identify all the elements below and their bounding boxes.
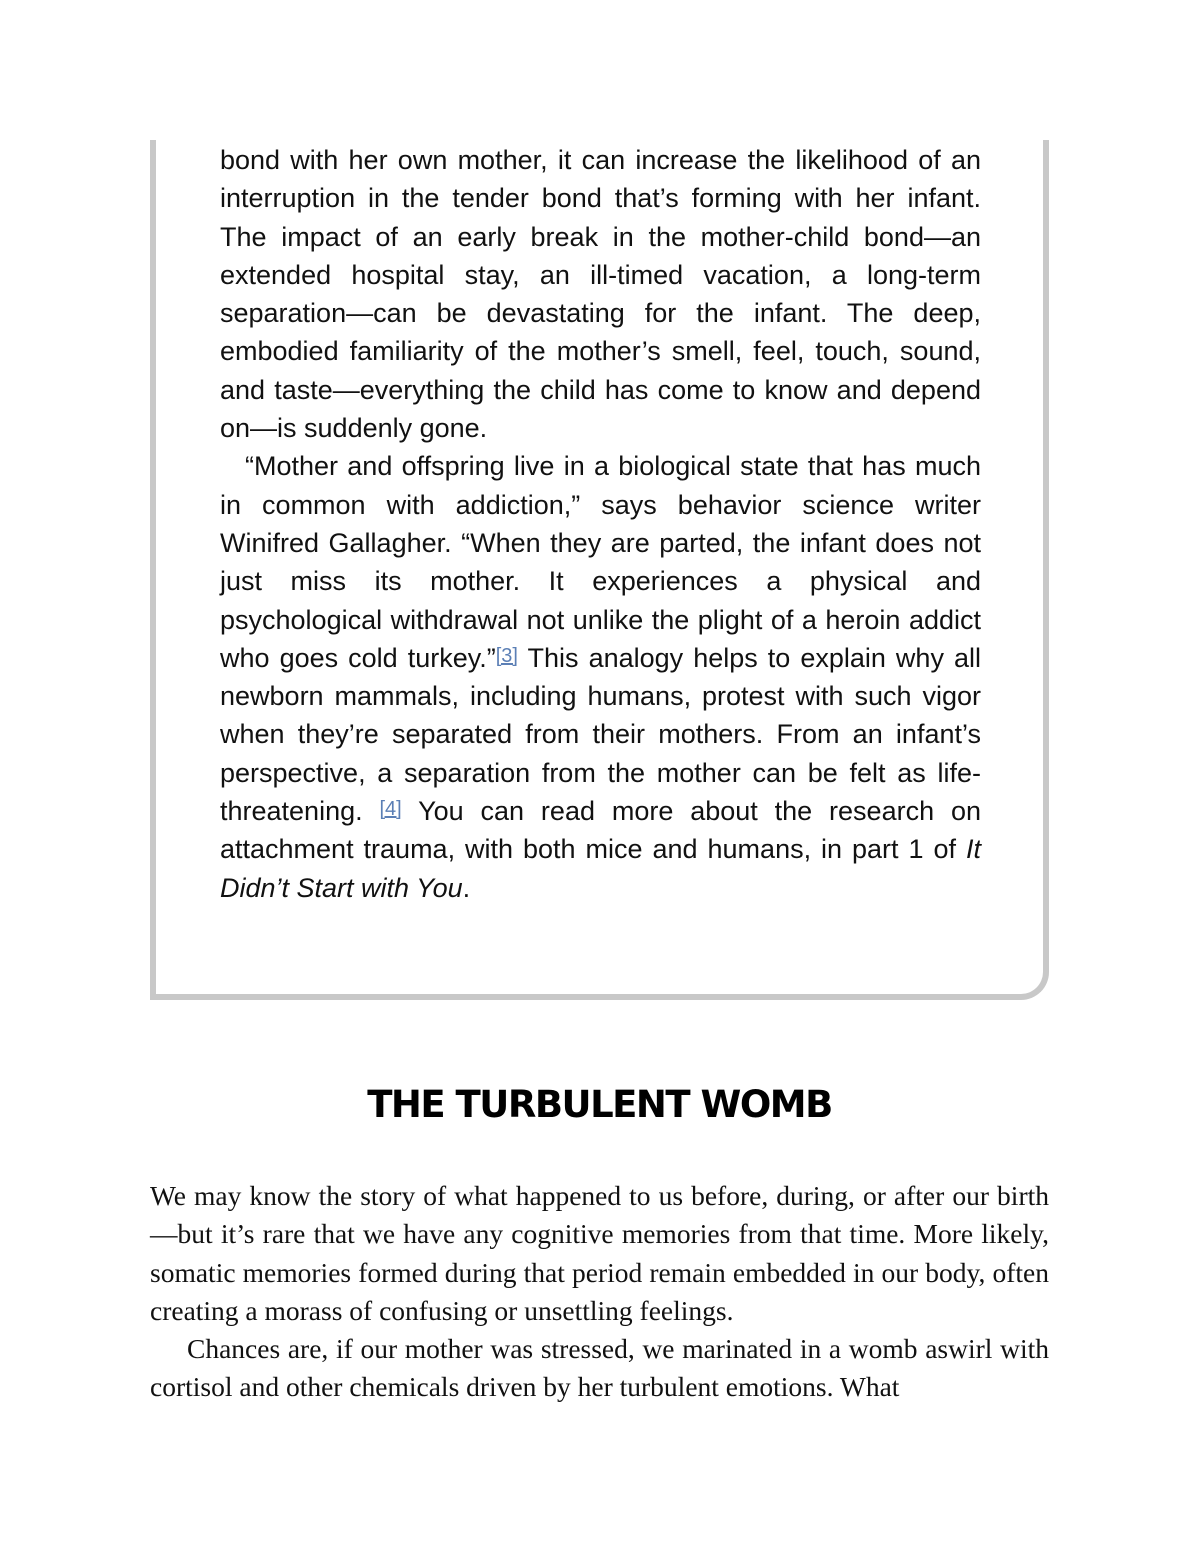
sidebar-text-block — [220, 141, 981, 907]
reference-text: You can read more about the research on attachment trauma, with both mice and humans, in part 1 of — [220, 796, 981, 865]
sentence-end: . — [462, 872, 471, 903]
quote-text: “Mother and offspring live in a biological state that has much in common with addiction,” says behavior science writer Winifred Gallagher. “When they are parted, the infant does not just miss its mother. It experiences a physical and psychological withdrawal not unlike the plight of a heroin addict who goes cold turkey.” — [220, 451, 981, 673]
body-text-block — [150, 1177, 1049, 1407]
footnote-link-3[interactable]: [3] — [495, 644, 518, 667]
footnote-link-4[interactable]: [4] — [379, 798, 402, 821]
section-heading: THE TURBULENT WOMB — [367, 1083, 832, 1126]
sidebar-paragraph-quote — [220, 447, 981, 907]
book-title: It Didn’t Start with You — [220, 834, 981, 903]
body-paragraph: Chances are, if our mother was stressed, we marinated in a womb aswirl with cortisol and other chemicals driven by her turbulent emotions. What — [150, 1333, 1049, 1403]
analogy-text: This analogy helps to explain why all newborn mammals, including humans, protest with such vigor when they’re separated from their mothers. From an infant’s perspective, a separation from the mother can be felt as life-threatening. — [220, 642, 981, 827]
sidebar-paragraph: bond with her own mother, it can increase the likelihood of an interruption in the tender bond that’s forming with her infant. The impact of an early break in the mother-child bond—an extended hospital stay, an ill-timed vacation, a long-term separation—can be devastating for the infant. The deep, embodied familiarity of the mother’s smell, feel, touch, sound, and taste—everything the child has come to know and depend on—is suddenly gone. — [220, 145, 981, 444]
body-paragraph: We may know the story of what happened to us before, during, or after our birth—but it’s rare that we have any cognitive memories from that time. More likely, somatic memories formed during that period remain embedded in our body, often creating a morass of confusing or unsettling feelings. — [150, 1180, 1049, 1326]
